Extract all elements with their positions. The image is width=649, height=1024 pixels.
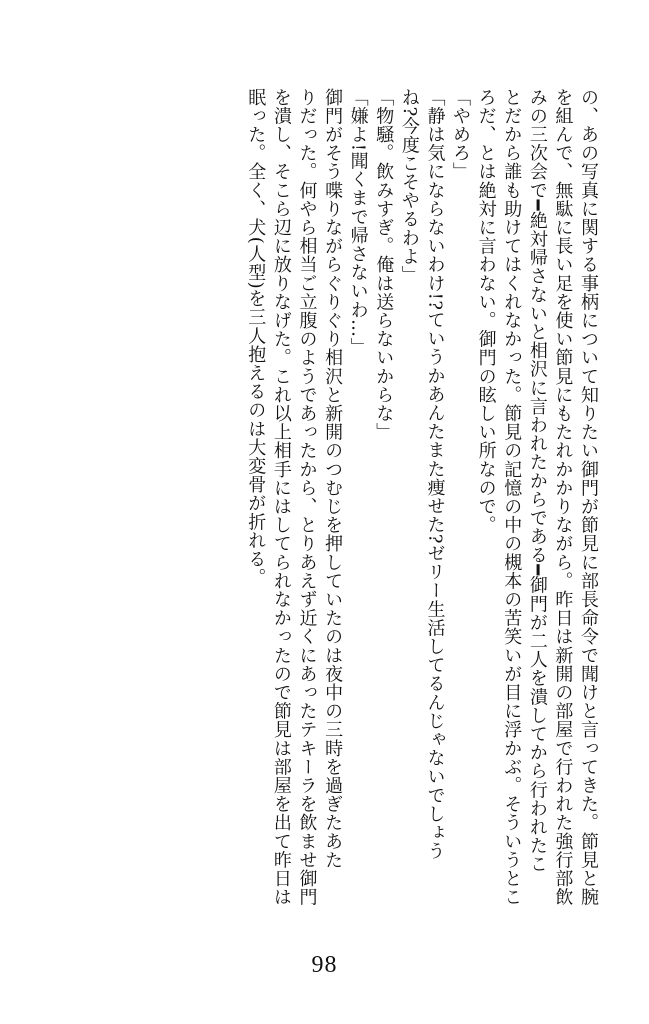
text-line: とだから誰も助けてはくれなかった。節見の記憶の中の槻本の苦笑いが目に浮かぶ。そういうとこ — [501, 88, 523, 907]
text-line: 眠った。全く、犬(人型)を三人抱えるのは大変骨が折れる。 — [245, 88, 267, 587]
text-line: りだった。何やら相当ご立腹のようであったから、とりあえず近くにあったテキーラを飲ませ御門 — [296, 88, 318, 907]
text-line: 「静は気にならないわけ!?ていうかあんたまた痩せた?ゼリー生活してるんじゃないでしょう — [424, 88, 446, 861]
text-line: を組んで、無駄に長い足を使い節見にもたれかかりながら。昨日は新開の部屋で行われた強行部飲 — [552, 88, 574, 907]
text-line: を潰し、そこら辺に放りなげた。これ以上相手にはしてられなかったので節見は部屋を出て昨日は — [270, 88, 292, 907]
text-line: の、あの写真に関する事柄について知りたい御門が節見に部長命令で聞けと言ってきた。節見と腕 — [578, 88, 599, 907]
text-line: ね?今度こそやるわよ」 — [398, 88, 420, 285]
text-line: 御門がそう喋りながらぐりぐり相沢と新開のつむじを押していたのは夜中の三時を過ぎたあた — [322, 88, 344, 870]
page-number: 98 — [311, 952, 338, 978]
vertical-text-body — [41, 88, 601, 948]
text-line: みの三次会で━絶対帰さないと相沢に言われたからである━御門が二人を潰してから行われたこ — [526, 88, 548, 874]
text-line: 「嫌よ!聞くまで帰さないわ…」 — [347, 88, 369, 357]
text-line: 「物騒。飲みすぎ。俺は送らないからな」 — [373, 88, 395, 442]
text-line: 「やめろ」 — [450, 88, 472, 181]
text-line: ろだ、とは絶対に言わない。御門の眩しい所なので。 — [475, 88, 497, 535]
